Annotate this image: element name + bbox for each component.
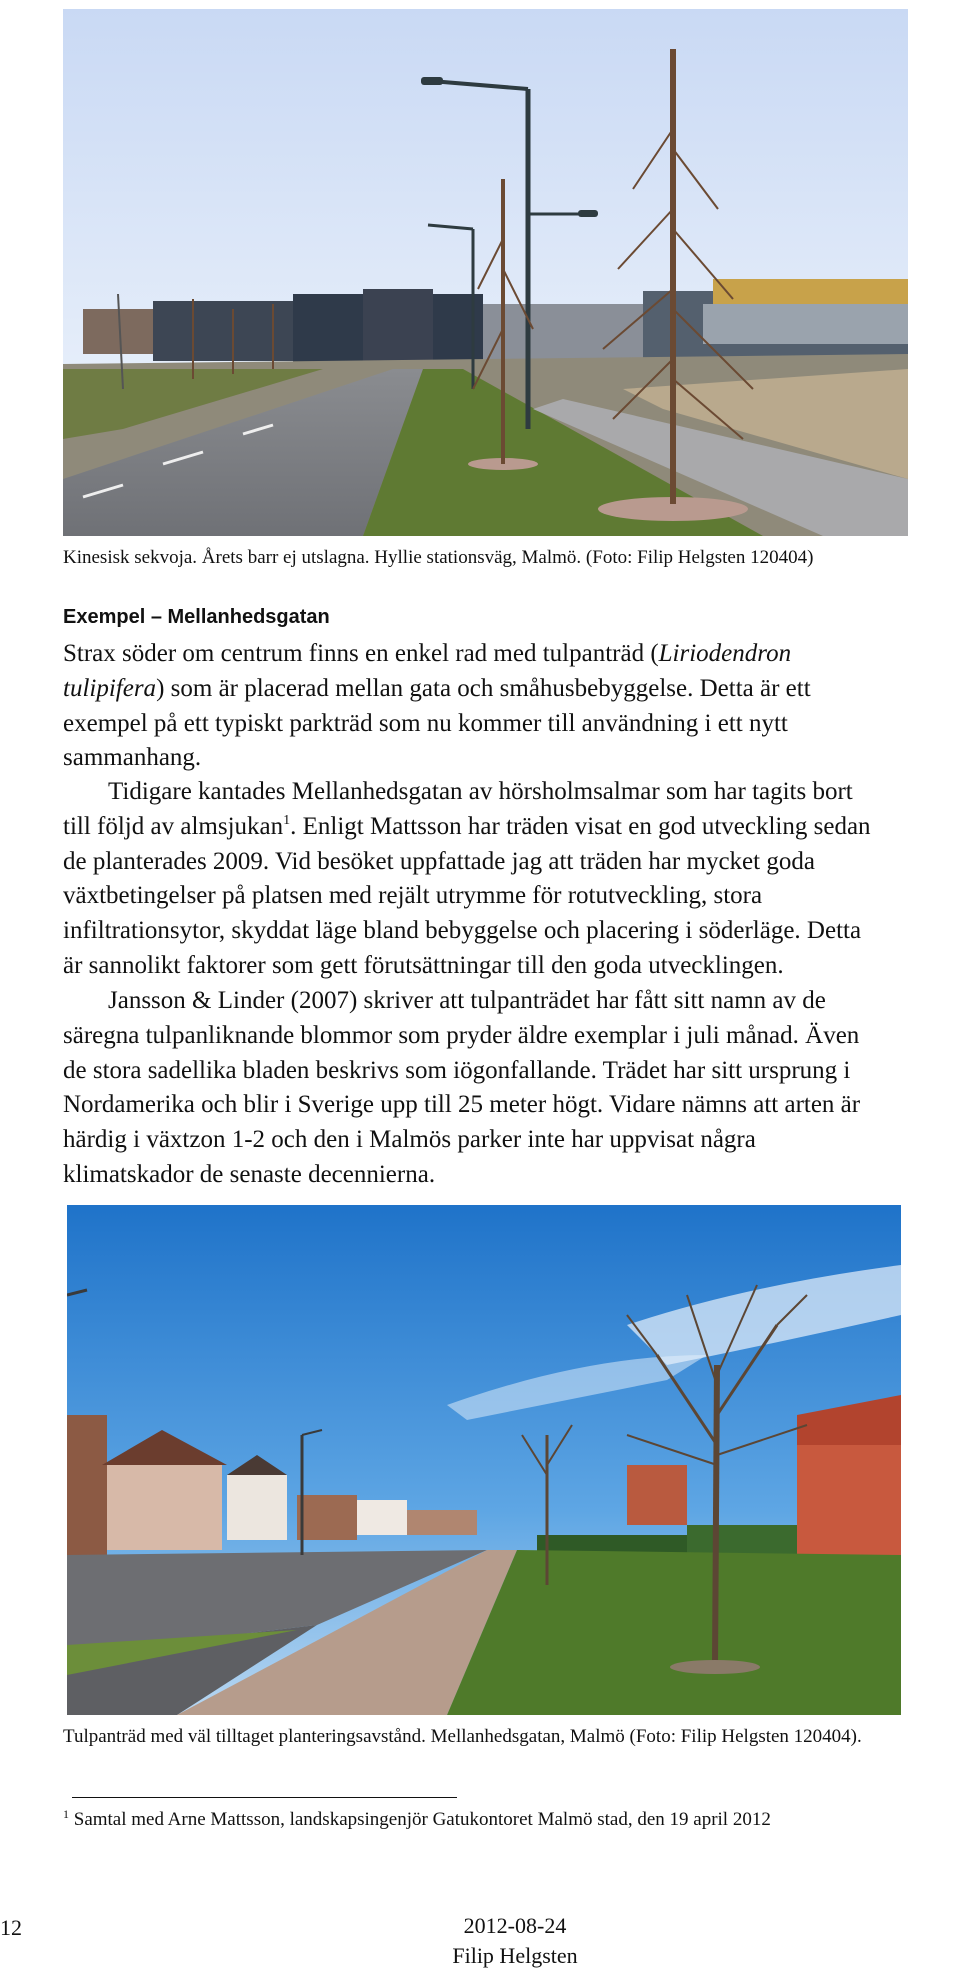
page-footer [415, 1911, 615, 1971]
paragraph-2-line: växtbetingelser på platsen med rejält utrymme för rotutveckling, stora [63, 882, 763, 910]
paragraph-2-line: Tidigare kantades Mellanhedsgatan av hörsholmsalmar som har tagits bort [108, 778, 853, 805]
paragraph-3-line: de stora sadellika bladen beskrivs som iögonfallande. Trädet har sitt ursprung i [63, 1056, 851, 1084]
paragraph-2-line: infiltrationsytor, skyddat läge bland bebyggelse och placering i söderläge. Detta [63, 917, 862, 945]
section-heading: Exempel – Mellanhedsgatan [63, 606, 330, 628]
footnote-text: Samtal med Arne Mattsson, landskapsingenjör Gatukontoret Malmö stad, den 19 april 2012 [73, 1809, 771, 1830]
footer-author: Filip Helgsten [452, 1943, 578, 1968]
paragraph-3-line: klimatskador de senaste decennierna. [63, 1160, 436, 1188]
footnote-divider [72, 1797, 457, 1798]
photo2-caption: Tulpanträd med väl tilltaget planteringsavstånd. Mellanhedsgatan, Malmö (Foto: Filip Helgsten 120404). [63, 1726, 862, 1747]
paragraph-1-line: tulipifera) som är placerad mellan gata och småhusbebyggelse. Detta är ett [63, 674, 811, 702]
paragraph-1-line: exempel på ett typiskt parkträd som nu kommer till användning i ett nytt [63, 709, 788, 737]
paragraph-1-line: sammanhang. [63, 744, 202, 772]
paragraph-2 [63, 775, 960, 984]
paragraph-2-line: de planterades 2009. Vid besöket uppfattade jag att träden har mycket goda [63, 847, 815, 875]
paragraph-1 [63, 637, 960, 776]
paragraph-2-line: är sannolikt faktorer som gett förutsättningar till den goda utvecklingen. [63, 951, 784, 979]
photo-mellanhedsgatan-scene [67, 1205, 901, 1715]
paragraph-3 [63, 984, 960, 1193]
page-number: 12 [0, 1915, 22, 1940]
photo-hyllie-stationsvag [63, 9, 908, 536]
paragraph-3-line: säregna tulpanliknande blommor som pryder äldre exemplar i juli månad. Även [63, 1021, 860, 1049]
footnote-number: 1 [63, 1807, 69, 1821]
photo1-caption: Kinesisk sekvoja. Årets barr ej utslagna. Hyllie stationsväg, Malmö. (Foto: Filip Helgsten 120404) [63, 547, 814, 568]
paragraph-3-line: Jansson & Linder (2007) skriver att tulpanträdet har fått sitt namn av de [108, 987, 826, 1014]
photo-mellanhedsgatan [67, 1205, 901, 1715]
footnote [63, 1808, 771, 1832]
photo-hyllie-scene [63, 9, 908, 536]
latin-name-genus: Liriodendron [658, 640, 792, 667]
paragraph-3-line: härdig i växtzon 1-2 och den i Malmös parker inte har uppvisat några [63, 1126, 756, 1154]
paragraph-2-line: till följd av almsjukan$^1$. Enligt Mattsson har träden visat en god utveckling sedan [63, 812, 871, 840]
latin-name-species: tulipifera [63, 674, 157, 702]
paragraph-3-line: Nordamerika och blir i Sverige upp till 25 meter högt. Vidare nämns att arten är [63, 1091, 861, 1119]
footnote-reference[interactable]: 1 [283, 812, 291, 828]
footer-date: 2012-08-24 [463, 1913, 567, 1938]
paragraph-1-line: Strax söder om centrum finns en enkel rad med tulpanträd (Liriodendron [63, 640, 792, 667]
